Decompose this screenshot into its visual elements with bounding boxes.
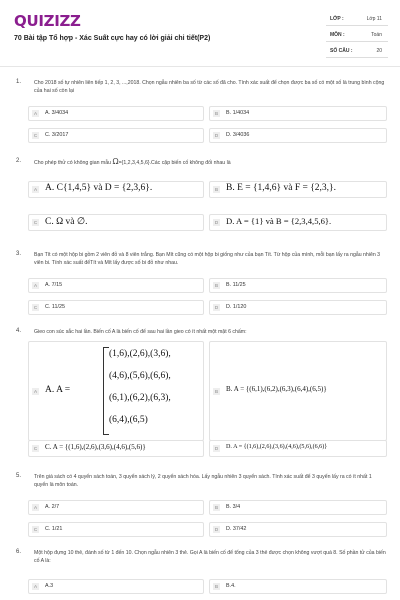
- option-b[interactable]: [209, 341, 387, 441]
- option-letter: A: [33, 389, 38, 394]
- option-text: B. 1/4034: [226, 110, 250, 116]
- meta-value: Lớp 11: [366, 16, 382, 22]
- option-b[interactable]: [209, 500, 387, 515]
- question-text: Một hộp đựng 10 thẻ, đánh số từ 1 đến 10. Chọn ngẫu nhiên 3 thẻ. Gọi A là biến cố để tổng của 3 thẻ được chọn không vượt quá 8. Số phần tử của biến cố A là:: [34, 550, 386, 564]
- option-c[interactable]: [28, 214, 204, 231]
- option-text: A. 2/7: [45, 504, 60, 510]
- question-text: Bạn Tít có một hộp bi gồm 2 viên đỏ và 8 viên trắng. Bạn Mít cũng có một hộp bi giống như của bạn Tít. Từ hộp của mình, mỗi bạn lấy ra ngẫu nhiên 3 viên bi. Tính xác suất đểTít và Mít lấy được số bi đỏ như nhau.: [34, 252, 381, 266]
- option-text: B. E = {1,4,6} và F = {2,3,}.: [226, 183, 336, 193]
- question-number: 5.: [16, 473, 22, 479]
- option-text: C. 11/25: [45, 304, 65, 310]
- matrix-row: (4,6),(5,6),(6,6),: [109, 371, 171, 381]
- meta-table: [326, 10, 388, 58]
- document-title: 70 Bài tập Tổ hợp - Xác Suất cực hay có lời giải chi tiết(P2): [14, 35, 211, 42]
- option-d[interactable]: [209, 440, 387, 457]
- option-letter: D: [214, 446, 219, 451]
- option-letter: D: [214, 220, 219, 225]
- option-a[interactable]: [28, 181, 204, 198]
- option-letter: C: [33, 133, 38, 138]
- option-text: D. A = {(1,6),(2,6),(3,6),(4,6),(5,6),(6,6)}: [226, 444, 328, 450]
- option-letter: B: [214, 187, 219, 192]
- meta-row-count: [326, 42, 388, 58]
- option-text: A. C{1,4,5} và D = {2,3,6}.: [45, 183, 153, 193]
- question-text-suffix: ={1,2,3,4,5,6}.Các cặp biến cố không đối nhau là: [118, 160, 231, 166]
- question-number: 2.: [16, 158, 22, 164]
- option-text: B. 3/4: [226, 504, 241, 510]
- option-letter: B: [214, 584, 219, 589]
- option-letter: B: [214, 283, 219, 288]
- meta-key: MÔN :: [330, 32, 345, 38]
- option-letter: A: [33, 283, 38, 288]
- option-text: C. 1/21: [45, 526, 63, 532]
- option-text: D. A = {1} và B = {2,3,4,5,6}.: [226, 216, 332, 226]
- option-a[interactable]: [28, 579, 204, 594]
- omega-symbol: Ω: [112, 157, 119, 166]
- option-letter: A: [33, 187, 38, 192]
- question-text: Cho 2018 số tự nhiên liên tiếp 1, 2, 3, ...,2018. Chọn ngẫu nhiên ba số từ các số đã cho. Tính xác suất để chọn được ba số có một số là trung bình cộng của hai số còn lại: [34, 80, 385, 94]
- option-letter: B: [214, 505, 219, 510]
- option-a[interactable]: [28, 500, 204, 515]
- option-text: C. 3/2017: [45, 132, 69, 138]
- option-d[interactable]: [209, 300, 387, 315]
- meta-key: SỐ CÂU :: [330, 48, 353, 54]
- option-letter: A: [33, 111, 38, 116]
- option-letter: C: [33, 446, 38, 451]
- meta-value: Toán: [371, 32, 382, 38]
- option-text: A. A =: [45, 385, 71, 395]
- option-text: B. 11/25: [226, 282, 246, 288]
- option-d[interactable]: [209, 522, 387, 537]
- option-text: A. 3/4034: [45, 110, 69, 116]
- question-text: Trên giá sách có 4 quyển sách toán, 3 quyển sách lý, 2 quyển sách hóa. Lấy ngẫu nhiên 3 quyển sách. Tính xác suất để 3 quyển lấy ra có ít nhất 1 quyển là môn toán.: [34, 474, 372, 488]
- option-letter: C: [33, 305, 38, 310]
- option-b[interactable]: [209, 278, 387, 293]
- option-a[interactable]: [28, 341, 204, 441]
- option-d[interactable]: [209, 214, 387, 231]
- option-text: C. A = {(1,6),(2,6),(3,6),(4,6),(5,6)}: [45, 443, 146, 451]
- option-text: B.4.: [226, 583, 236, 589]
- meta-row-class: [326, 10, 388, 26]
- option-text: B. A = {(6,1),(6,2),(6,3),(6,4),(6,5)}: [226, 385, 327, 393]
- option-a[interactable]: [28, 278, 204, 293]
- option-letter: A: [33, 505, 38, 510]
- question-number: 1.: [16, 79, 22, 85]
- question-text: Gieo con súc sắc hai lần. Biến cố A là biến cố để sau hai lần gieo có ít nhất một mặt 6 chấm:: [34, 329, 247, 335]
- option-text: D. 37/42: [226, 526, 247, 532]
- option-d[interactable]: [209, 128, 387, 143]
- option-letter: D: [214, 305, 219, 310]
- option-text: A.3: [45, 583, 54, 589]
- question-number: 4.: [16, 328, 22, 334]
- option-letter: B: [214, 389, 219, 394]
- option-a[interactable]: [28, 106, 204, 121]
- option-letter: D: [214, 527, 219, 532]
- option-letter: D: [214, 133, 219, 138]
- question-number: 6.: [16, 549, 22, 555]
- matrix-row: (1,6),(2,6),(3,6),: [109, 349, 171, 359]
- option-letter: C: [33, 527, 38, 532]
- question-text-prefix: Cho phép thử có không gian mẫu: [34, 160, 112, 166]
- option-letter: A: [33, 584, 38, 589]
- option-text: C. Ω và ∅.: [45, 217, 88, 227]
- header-divider: [0, 66, 400, 67]
- option-b[interactable]: [209, 579, 387, 594]
- option-letter: C: [33, 220, 38, 225]
- question-number: 3.: [16, 251, 22, 257]
- meta-value: 20: [376, 48, 382, 54]
- question-text: [34, 158, 386, 167]
- option-text: A. 7/15: [45, 282, 63, 288]
- page-header: [0, 0, 400, 62]
- option-c[interactable]: [28, 440, 204, 457]
- meta-row-subject: [326, 26, 388, 42]
- option-c[interactable]: [28, 128, 204, 143]
- option-text: D. 3/4036: [226, 132, 250, 138]
- quizizz-logo: QUIZIZZ: [14, 12, 81, 30]
- option-b[interactable]: [209, 106, 387, 121]
- option-text: D. 1/120: [226, 304, 247, 310]
- option-c[interactable]: [28, 522, 204, 537]
- meta-key: LỚP :: [330, 16, 344, 22]
- option-c[interactable]: [28, 300, 204, 315]
- option-b[interactable]: [209, 181, 387, 198]
- matrix-row: (6,1),(6,2),(6,3),: [109, 393, 171, 403]
- option-letter: B: [214, 111, 219, 116]
- matrix-row: (6,4),(6,5): [109, 415, 148, 425]
